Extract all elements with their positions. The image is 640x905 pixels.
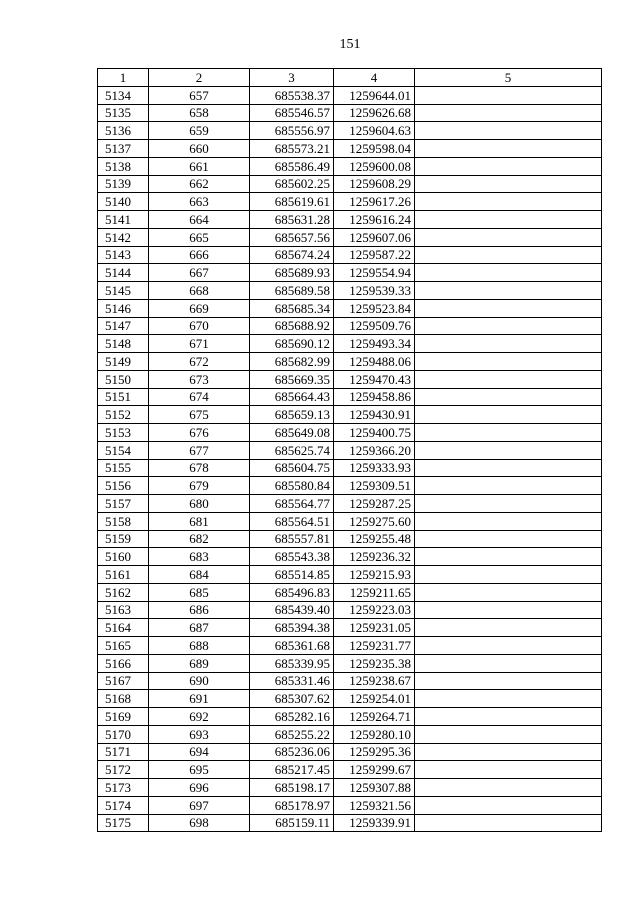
cell-note [415, 424, 602, 442]
cell-note [415, 619, 602, 637]
cell-index: 697 [149, 796, 250, 814]
cell-note [415, 140, 602, 158]
cell-point-number: 5134 [98, 86, 149, 104]
cell-point-number: 5135 [98, 104, 149, 122]
cell-note [415, 193, 602, 211]
cell-x-coordinate: 685664.43 [250, 388, 334, 406]
table-row [98, 690, 602, 708]
cell-index: 687 [149, 619, 250, 637]
cell-x-coordinate: 685564.51 [250, 512, 334, 530]
cell-index: 690 [149, 672, 250, 690]
cell-index: 688 [149, 637, 250, 655]
cell-index: 677 [149, 441, 250, 459]
cell-x-coordinate: 685669.35 [250, 370, 334, 388]
cell-y-coordinate: 1259339.91 [334, 814, 415, 832]
cell-x-coordinate: 685690.12 [250, 335, 334, 353]
cell-index: 678 [149, 459, 250, 477]
cell-index: 692 [149, 708, 250, 726]
cell-index: 660 [149, 140, 250, 158]
cell-index: 696 [149, 779, 250, 797]
cell-point-number: 5138 [98, 157, 149, 175]
cell-index: 685 [149, 583, 250, 601]
table-row [98, 566, 602, 584]
cell-point-number: 5137 [98, 140, 149, 158]
header-cell-3: 3 [250, 69, 334, 87]
table-row [98, 796, 602, 814]
cell-index: 676 [149, 424, 250, 442]
cell-index: 686 [149, 601, 250, 619]
cell-index: 664 [149, 211, 250, 229]
table-row [98, 175, 602, 193]
cell-y-coordinate: 1259523.84 [334, 299, 415, 317]
cell-point-number: 5170 [98, 725, 149, 743]
table-row [98, 583, 602, 601]
cell-x-coordinate: 685689.58 [250, 282, 334, 300]
cell-y-coordinate: 1259215.93 [334, 566, 415, 584]
table-row [98, 299, 602, 317]
cell-x-coordinate: 685543.38 [250, 548, 334, 566]
cell-y-coordinate: 1259231.77 [334, 637, 415, 655]
cell-y-coordinate: 1259264.71 [334, 708, 415, 726]
table-row [98, 672, 602, 690]
cell-note [415, 583, 602, 601]
cell-y-coordinate: 1259608.29 [334, 175, 415, 193]
cell-y-coordinate: 1259539.33 [334, 282, 415, 300]
cell-x-coordinate: 685682.99 [250, 353, 334, 371]
cell-index: 668 [149, 282, 250, 300]
table-row [98, 477, 602, 495]
cell-note [415, 264, 602, 282]
cell-index: 674 [149, 388, 250, 406]
table-row [98, 530, 602, 548]
table-row [98, 708, 602, 726]
cell-point-number: 5140 [98, 193, 149, 211]
cell-index: 672 [149, 353, 250, 371]
cell-x-coordinate: 685602.25 [250, 175, 334, 193]
cell-index: 681 [149, 512, 250, 530]
cell-index: 670 [149, 317, 250, 335]
cell-point-number: 5169 [98, 708, 149, 726]
cell-note [415, 370, 602, 388]
cell-note [415, 86, 602, 104]
cell-note [415, 477, 602, 495]
cell-x-coordinate: 685631.28 [250, 211, 334, 229]
cell-x-coordinate: 685625.74 [250, 441, 334, 459]
cell-x-coordinate: 685178.97 [250, 796, 334, 814]
cell-point-number: 5143 [98, 246, 149, 264]
table-row [98, 353, 602, 371]
cell-index: 663 [149, 193, 250, 211]
cell-y-coordinate: 1259617.26 [334, 193, 415, 211]
cell-point-number: 5146 [98, 299, 149, 317]
cell-x-coordinate: 685586.49 [250, 157, 334, 175]
cell-y-coordinate: 1259366.20 [334, 441, 415, 459]
table-row [98, 264, 602, 282]
cell-note [415, 690, 602, 708]
cell-note [415, 353, 602, 371]
cell-point-number: 5145 [98, 282, 149, 300]
cell-y-coordinate: 1259309.51 [334, 477, 415, 495]
cell-point-number: 5136 [98, 122, 149, 140]
cell-y-coordinate: 1259400.75 [334, 424, 415, 442]
cell-x-coordinate: 685255.22 [250, 725, 334, 743]
table-row [98, 743, 602, 761]
cell-index: 657 [149, 86, 250, 104]
cell-index: 673 [149, 370, 250, 388]
header-cell-5: 5 [415, 69, 602, 87]
cell-index: 666 [149, 246, 250, 264]
cell-y-coordinate: 1259333.93 [334, 459, 415, 477]
cell-y-coordinate: 1259223.03 [334, 601, 415, 619]
cell-x-coordinate: 685649.08 [250, 424, 334, 442]
cell-y-coordinate: 1259626.68 [334, 104, 415, 122]
cell-y-coordinate: 1259554.94 [334, 264, 415, 282]
cell-x-coordinate: 685557.81 [250, 530, 334, 548]
cell-x-coordinate: 685339.95 [250, 654, 334, 672]
cell-point-number: 5174 [98, 796, 149, 814]
cell-note [415, 512, 602, 530]
cell-note [415, 779, 602, 797]
cell-x-coordinate: 685688.92 [250, 317, 334, 335]
cell-x-coordinate: 685282.16 [250, 708, 334, 726]
cell-note [415, 406, 602, 424]
cell-point-number: 5160 [98, 548, 149, 566]
table-row [98, 601, 602, 619]
cell-note [415, 637, 602, 655]
cell-x-coordinate: 685689.93 [250, 264, 334, 282]
cell-y-coordinate: 1259321.56 [334, 796, 415, 814]
table-row [98, 282, 602, 300]
table-row [98, 388, 602, 406]
cell-x-coordinate: 685439.40 [250, 601, 334, 619]
cell-point-number: 5159 [98, 530, 149, 548]
cell-note [415, 495, 602, 513]
cell-y-coordinate: 1259458.86 [334, 388, 415, 406]
cell-point-number: 5172 [98, 761, 149, 779]
cell-point-number: 5162 [98, 583, 149, 601]
cell-note [415, 743, 602, 761]
cell-index: 680 [149, 495, 250, 513]
cell-y-coordinate: 1259231.05 [334, 619, 415, 637]
cell-point-number: 5151 [98, 388, 149, 406]
cell-y-coordinate: 1259616.24 [334, 211, 415, 229]
cell-index: 682 [149, 530, 250, 548]
cell-note [415, 566, 602, 584]
cell-index: 658 [149, 104, 250, 122]
cell-point-number: 5158 [98, 512, 149, 530]
table-row [98, 512, 602, 530]
cell-index: 683 [149, 548, 250, 566]
table-row [98, 104, 602, 122]
cell-x-coordinate: 685546.57 [250, 104, 334, 122]
cell-x-coordinate: 685573.21 [250, 140, 334, 158]
table-row [98, 779, 602, 797]
cell-y-coordinate: 1259598.04 [334, 140, 415, 158]
cell-index: 695 [149, 761, 250, 779]
cell-point-number: 5148 [98, 335, 149, 353]
cell-note [415, 654, 602, 672]
cell-index: 679 [149, 477, 250, 495]
cell-point-number: 5163 [98, 601, 149, 619]
cell-y-coordinate: 1259607.06 [334, 228, 415, 246]
cell-note [415, 335, 602, 353]
cell-y-coordinate: 1259254.01 [334, 690, 415, 708]
cell-point-number: 5144 [98, 264, 149, 282]
cell-index: 684 [149, 566, 250, 584]
cell-point-number: 5147 [98, 317, 149, 335]
page-number: 151 [339, 37, 361, 52]
cell-y-coordinate: 1259600.08 [334, 157, 415, 175]
cell-point-number: 5142 [98, 228, 149, 246]
cell-index: 667 [149, 264, 250, 282]
table-row [98, 406, 602, 424]
cell-note [415, 441, 602, 459]
cell-note [415, 708, 602, 726]
table-row [98, 370, 602, 388]
table-row [98, 317, 602, 335]
cell-point-number: 5167 [98, 672, 149, 690]
cell-note [415, 317, 602, 335]
cell-point-number: 5141 [98, 211, 149, 229]
cell-x-coordinate: 685657.56 [250, 228, 334, 246]
cell-note [415, 104, 602, 122]
cell-note [415, 530, 602, 548]
cell-y-coordinate: 1259255.48 [334, 530, 415, 548]
table-row [98, 140, 602, 158]
cell-note [415, 796, 602, 814]
cell-note [415, 601, 602, 619]
cell-y-coordinate: 1259430.91 [334, 406, 415, 424]
header-row [98, 69, 602, 87]
cell-y-coordinate: 1259299.67 [334, 761, 415, 779]
cell-x-coordinate: 685361.68 [250, 637, 334, 655]
cell-note [415, 672, 602, 690]
table-header [98, 69, 602, 87]
cell-y-coordinate: 1259275.60 [334, 512, 415, 530]
cell-note [415, 814, 602, 832]
cell-point-number: 5149 [98, 353, 149, 371]
table-row [98, 619, 602, 637]
cell-x-coordinate: 685556.97 [250, 122, 334, 140]
table-row [98, 193, 602, 211]
cell-point-number: 5152 [98, 406, 149, 424]
table-row [98, 495, 602, 513]
table-row [98, 335, 602, 353]
cell-point-number: 5165 [98, 637, 149, 655]
cell-note [415, 246, 602, 264]
table-row [98, 228, 602, 246]
cell-x-coordinate: 685159.11 [250, 814, 334, 832]
coordinates-table [97, 68, 602, 832]
table-row [98, 86, 602, 104]
cell-x-coordinate: 685604.75 [250, 459, 334, 477]
cell-x-coordinate: 685619.61 [250, 193, 334, 211]
table-row [98, 548, 602, 566]
cell-point-number: 5161 [98, 566, 149, 584]
table-row [98, 122, 602, 140]
cell-x-coordinate: 685307.62 [250, 690, 334, 708]
cell-note [415, 175, 602, 193]
cell-x-coordinate: 685674.24 [250, 246, 334, 264]
cell-note [415, 211, 602, 229]
cell-index: 693 [149, 725, 250, 743]
cell-point-number: 5168 [98, 690, 149, 708]
cell-point-number: 5171 [98, 743, 149, 761]
cell-index: 661 [149, 157, 250, 175]
cell-x-coordinate: 685236.06 [250, 743, 334, 761]
cell-point-number: 5150 [98, 370, 149, 388]
cell-index: 671 [149, 335, 250, 353]
header-cell-1: 1 [98, 69, 149, 87]
cell-index: 665 [149, 228, 250, 246]
cell-point-number: 5155 [98, 459, 149, 477]
cell-y-coordinate: 1259287.25 [334, 495, 415, 513]
cell-x-coordinate: 685659.13 [250, 406, 334, 424]
cell-note [415, 299, 602, 317]
cell-index: 694 [149, 743, 250, 761]
cell-x-coordinate: 685514.85 [250, 566, 334, 584]
cell-y-coordinate: 1259587.22 [334, 246, 415, 264]
cell-point-number: 5156 [98, 477, 149, 495]
cell-y-coordinate: 1259493.34 [334, 335, 415, 353]
table-row [98, 654, 602, 672]
cell-index: 675 [149, 406, 250, 424]
cell-y-coordinate: 1259235.38 [334, 654, 415, 672]
cell-note [415, 548, 602, 566]
cell-index: 669 [149, 299, 250, 317]
cell-point-number: 5139 [98, 175, 149, 193]
cell-index: 662 [149, 175, 250, 193]
cell-point-number: 5164 [98, 619, 149, 637]
cell-y-coordinate: 1259307.88 [334, 779, 415, 797]
cell-x-coordinate: 685331.46 [250, 672, 334, 690]
cell-note [415, 228, 602, 246]
cell-point-number: 5175 [98, 814, 149, 832]
table-row [98, 725, 602, 743]
cell-x-coordinate: 685564.77 [250, 495, 334, 513]
table-row [98, 441, 602, 459]
table-row [98, 459, 602, 477]
table-row [98, 246, 602, 264]
cell-x-coordinate: 685538.37 [250, 86, 334, 104]
cell-index: 698 [149, 814, 250, 832]
cell-note [415, 761, 602, 779]
cell-y-coordinate: 1259604.63 [334, 122, 415, 140]
cell-x-coordinate: 685496.83 [250, 583, 334, 601]
table-row [98, 157, 602, 175]
table-row [98, 211, 602, 229]
cell-y-coordinate: 1259211.65 [334, 583, 415, 601]
cell-y-coordinate: 1259488.06 [334, 353, 415, 371]
table-row [98, 814, 602, 832]
cell-index: 659 [149, 122, 250, 140]
table-row [98, 761, 602, 779]
cell-y-coordinate: 1259236.32 [334, 548, 415, 566]
table-row [98, 424, 602, 442]
cell-index: 691 [149, 690, 250, 708]
cell-note [415, 157, 602, 175]
cell-note [415, 725, 602, 743]
cell-y-coordinate: 1259509.76 [334, 317, 415, 335]
table-body [98, 86, 602, 832]
cell-y-coordinate: 1259644.01 [334, 86, 415, 104]
header-cell-2: 2 [149, 69, 250, 87]
cell-x-coordinate: 685394.38 [250, 619, 334, 637]
cell-index: 689 [149, 654, 250, 672]
cell-point-number: 5166 [98, 654, 149, 672]
cell-note [415, 122, 602, 140]
cell-point-number: 5153 [98, 424, 149, 442]
cell-note [415, 459, 602, 477]
cell-x-coordinate: 685580.84 [250, 477, 334, 495]
cell-y-coordinate: 1259295.36 [334, 743, 415, 761]
cell-point-number: 5173 [98, 779, 149, 797]
cell-x-coordinate: 685217.45 [250, 761, 334, 779]
cell-point-number: 5154 [98, 441, 149, 459]
cell-point-number: 5157 [98, 495, 149, 513]
cell-note [415, 282, 602, 300]
cell-y-coordinate: 1259280.10 [334, 725, 415, 743]
cell-x-coordinate: 685685.34 [250, 299, 334, 317]
cell-note [415, 388, 602, 406]
cell-y-coordinate: 1259238.67 [334, 672, 415, 690]
cell-y-coordinate: 1259470.43 [334, 370, 415, 388]
header-cell-4: 4 [334, 69, 415, 87]
cell-x-coordinate: 685198.17 [250, 779, 334, 797]
table-row [98, 637, 602, 655]
